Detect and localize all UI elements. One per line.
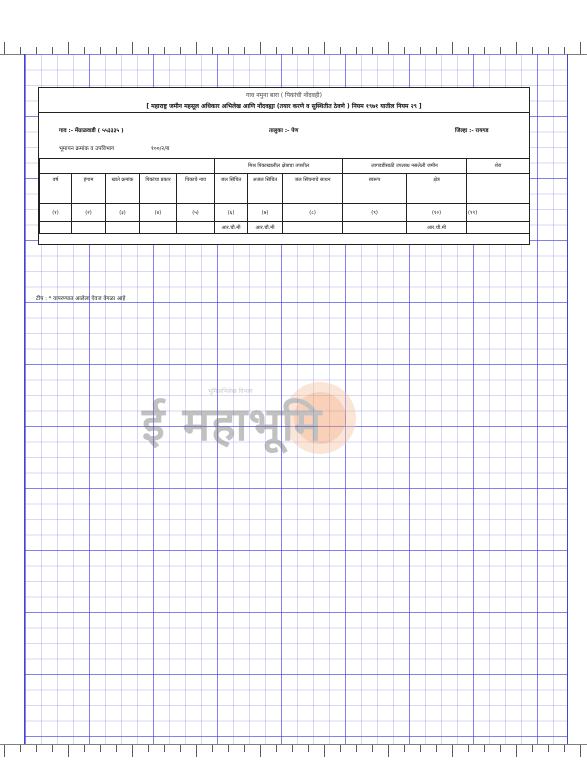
ruler-tick <box>292 47 293 54</box>
ruler-tick <box>516 745 517 757</box>
ruler-tick <box>68 42 69 54</box>
column-number: (५) <box>177 204 215 222</box>
remark-header: शेरा <box>467 159 530 174</box>
ruler-tick <box>548 745 549 752</box>
ruler-tick <box>180 745 181 752</box>
ruler-tick <box>212 47 213 54</box>
ruler-tick <box>292 745 293 752</box>
ruler-tick <box>500 47 501 54</box>
mahabhumi-watermark-logo <box>138 378 378 458</box>
column-number: (७) <box>248 204 283 222</box>
ruler-tick <box>324 745 325 757</box>
ruler-tick <box>180 47 181 54</box>
taluka-label: तालुका :- पेण <box>269 128 299 134</box>
ruler-tick <box>452 42 453 54</box>
ruler-tick <box>404 745 405 752</box>
unit-cell: आर.चौ.मी <box>407 222 467 234</box>
ruler-tick <box>164 745 165 752</box>
ruler-tick <box>228 745 229 752</box>
empty-cell <box>106 222 140 234</box>
column-number: (४) <box>140 204 177 222</box>
column-number: (२) <box>72 204 106 222</box>
ruler-tick <box>52 745 53 752</box>
ruler-tick <box>516 42 517 54</box>
ruler-tick <box>420 745 421 752</box>
ruler-tick <box>164 47 165 54</box>
ruler-tick <box>532 47 533 54</box>
column-number: (९) <box>343 204 407 222</box>
column-header <box>467 174 530 204</box>
empty-cell <box>40 222 72 234</box>
column-number: (६) <box>215 204 248 222</box>
survey-number-label: भूमापन क्रमांक व उपविभाग <box>59 146 115 152</box>
bottom-ruler <box>0 744 587 759</box>
empty-cell <box>72 222 106 234</box>
ruler-tick <box>436 745 437 752</box>
empty-cell <box>283 222 343 234</box>
empty-cell <box>467 222 530 234</box>
crop-table <box>39 158 530 234</box>
ruler-tick <box>452 745 453 757</box>
ruler-tick <box>196 42 197 54</box>
unit-cell: आर.चौ.मी <box>248 222 283 234</box>
column-header: वर्ष <box>40 174 72 204</box>
ruler-tick <box>548 47 549 54</box>
ruler-tick <box>132 745 133 757</box>
ruler-tick <box>276 47 277 54</box>
ruler-tick <box>20 745 21 752</box>
ruler-tick <box>244 47 245 54</box>
mixed-crop-group-header: मिश्र पिकाखालील क्षेत्राचा तपशील <box>215 159 343 174</box>
ruler-tick <box>356 745 357 752</box>
unit-cell: आर.चौ.मी <box>215 222 248 234</box>
column-header: जल सिंचित <box>215 174 248 204</box>
column-header: जल सिंचनाचे साधन <box>283 174 343 204</box>
ruler-tick <box>4 745 5 757</box>
ruler-tick <box>308 47 309 54</box>
ruler-tick <box>436 47 437 54</box>
ruler-tick <box>228 47 229 54</box>
ruler-tick <box>372 745 373 752</box>
column-header: अजल सिंचित <box>248 174 283 204</box>
empty-cell <box>343 222 407 234</box>
village-form-12 <box>38 87 530 245</box>
ruler-tick <box>36 745 37 752</box>
column-header: हंगाम <box>72 174 106 204</box>
watermark-text: ई महाभूमि <box>142 397 323 451</box>
footnote: टीप : * वापरण्यात आलेला ऐवज वेगळा आहे <box>36 296 126 302</box>
form-subtitle: [ महाराष्ट्र जमीन महसूल अधिकार अभिलेख आणि नोंदवह्या (तयार करणे व सुस्थितीत ठेवणे ) नियम १९७१ यातील नियम २९ ] <box>146 103 422 110</box>
column-header: स्वरूप <box>343 174 407 204</box>
ruler-tick <box>148 745 149 752</box>
ruler-tick <box>468 47 469 54</box>
ruler-tick <box>340 47 341 54</box>
ruler-tick <box>100 47 101 54</box>
ruler-tick <box>564 745 565 752</box>
ruler-tick <box>388 745 389 757</box>
column-number: (१०) <box>407 204 467 222</box>
ruler-tick <box>84 47 85 54</box>
ruler-tick <box>356 47 357 54</box>
ruler-tick <box>532 745 533 752</box>
ruler-tick <box>500 745 501 752</box>
column-number: (८) <box>283 204 343 222</box>
ruler-tick <box>580 745 581 757</box>
ruler-tick <box>116 47 117 54</box>
column-header: पिकाचे नाव <box>177 174 215 204</box>
ruler-tick <box>276 745 277 752</box>
ruler-tick <box>404 47 405 54</box>
ruler-tick <box>196 745 197 757</box>
form-title: गाव नमुना बारा ( पिकांची नोंदवही) <box>246 92 322 99</box>
column-number: (३) <box>106 204 140 222</box>
ruler-tick <box>68 745 69 757</box>
ruler-tick <box>420 47 421 54</box>
ruler-tick <box>20 47 21 54</box>
ruler-tick <box>52 47 53 54</box>
ruler-tick <box>260 42 261 54</box>
divider <box>39 112 529 113</box>
ruler-tick <box>132 42 133 54</box>
watermark-caption: भूमिअभिलेख विभाग <box>208 388 253 395</box>
ruler-tick <box>212 745 213 752</box>
ruler-tick <box>116 745 117 752</box>
empty-cell <box>140 222 177 234</box>
ruler-tick <box>84 745 85 752</box>
column-header: पिकांचा प्रकार <box>140 174 177 204</box>
ruler-tick <box>100 745 101 752</box>
district-label: जिल्हा :- रायगड <box>455 128 489 134</box>
ruler-tick <box>340 745 341 752</box>
village-label: गाव :- मेंग्राळवाडी ( ५५३३३५ ) <box>59 128 124 134</box>
ruler-tick <box>308 745 309 752</box>
ruler-tick <box>260 745 261 757</box>
unavailable-land-group-header: लागवडीसाठी उपलब्ध नसलेली जमीन <box>343 159 467 174</box>
ruler-tick <box>148 47 149 54</box>
ruler-tick <box>388 42 389 54</box>
column-number: (११) <box>467 204 530 222</box>
ruler-tick <box>324 42 325 54</box>
empty-cell <box>177 222 215 234</box>
ruler-tick <box>4 42 5 54</box>
ruler-tick <box>564 47 565 54</box>
survey-number-value: १००/२/ब <box>151 146 170 152</box>
ruler-tick <box>580 42 581 54</box>
ruler-tick <box>244 745 245 752</box>
ruler-tick <box>484 47 485 54</box>
column-number: (१) <box>40 204 72 222</box>
top-ruler <box>0 40 587 55</box>
column-header: खाते क्रमांक <box>106 174 140 204</box>
ruler-tick <box>468 745 469 752</box>
ruler-tick <box>36 47 37 54</box>
ruler-tick <box>372 47 373 54</box>
column-header: क्षेत्र <box>407 174 467 204</box>
ruler-tick <box>484 745 485 752</box>
